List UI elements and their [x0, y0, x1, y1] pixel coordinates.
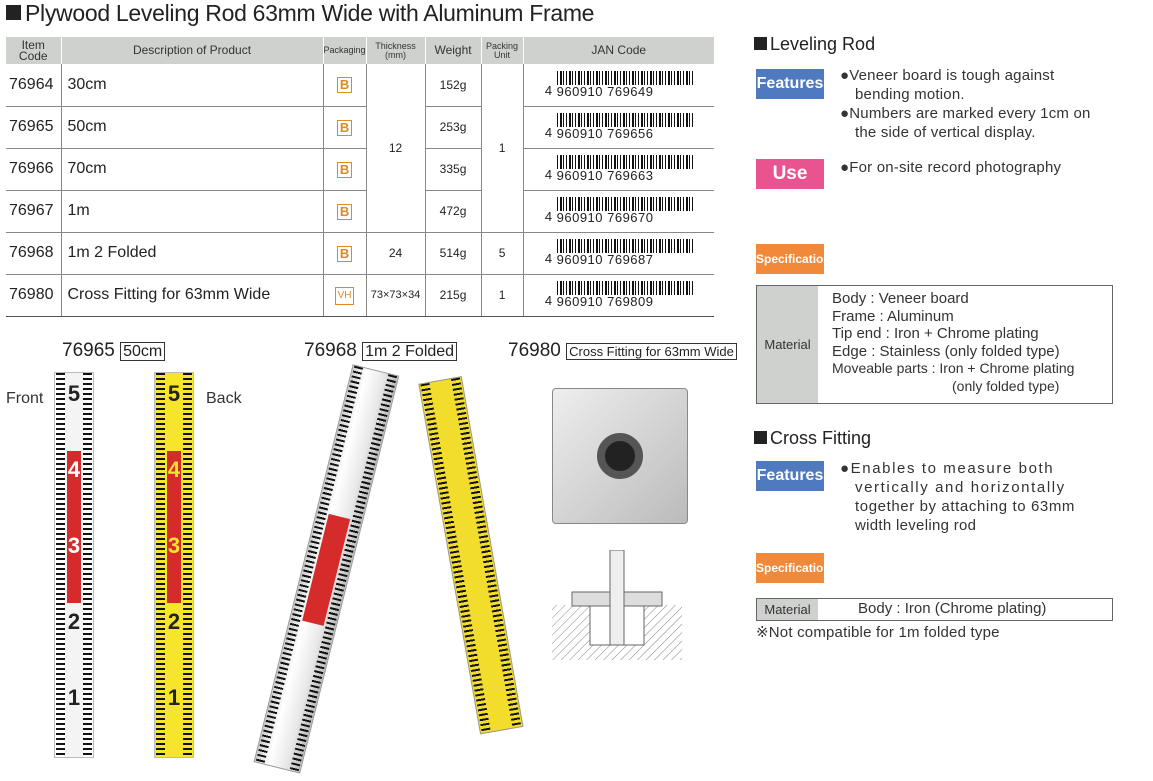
- jan-barcode: 4 960910 769687: [545, 239, 693, 266]
- jan-barcode: 4 960910 769809: [545, 281, 693, 308]
- weight: 215g: [425, 274, 481, 316]
- description: 1m: [61, 190, 323, 232]
- jan-barcode: 4 960910 769649: [545, 71, 693, 98]
- description: 1m 2 Folded: [61, 232, 323, 274]
- table-row: [6, 190, 714, 232]
- use-tag: Use: [756, 159, 824, 189]
- table-header-row: [6, 37, 714, 64]
- package-vh-icon: VH: [335, 287, 355, 305]
- item-code: 76964: [6, 64, 61, 106]
- thickness: 73×73×34: [366, 274, 425, 316]
- barcode-icon: [557, 281, 693, 295]
- leveling-rod-use: ●For on-site record photography: [840, 159, 1062, 176]
- packing-unit: 1: [481, 274, 523, 316]
- item-code: 76967: [6, 190, 61, 232]
- leveling-rod-spec-table: Material Body : Veneer board Frame : Aluminum Tip end : Iron + Chrome plating Edge : Stainless (only folded type) Moveable parts : Iron + Chrome plating (only folded type): [756, 285, 1113, 404]
- square-bullet-icon: [6, 5, 21, 20]
- thickness: 12: [366, 64, 425, 232]
- cross-fitting-diagram: [552, 550, 682, 660]
- weight: 335g: [425, 148, 481, 190]
- item-code: 76965: [6, 106, 61, 148]
- table-row: [6, 274, 714, 316]
- description: Cross Fitting for 63mm Wide: [61, 274, 323, 316]
- rod-back-image: 5 4 3 2 1: [154, 372, 194, 758]
- jan-barcode: 4 960910 769663: [545, 155, 693, 182]
- features-tag: Features: [756, 461, 824, 491]
- barcode-icon: [557, 155, 693, 169]
- barcode-icon: [557, 71, 693, 85]
- leveling-rod-features: ●Veneer board is tough against bending motion. ●Numbers are marked every 1cm on the side of vertical display.: [840, 67, 1091, 141]
- description: 30cm: [61, 64, 323, 106]
- item-code: 76966: [6, 148, 61, 190]
- col-thickness: Thickness (mm): [366, 37, 425, 64]
- cross-caption: 76980 Cross Fitting for 63mm Wide: [508, 340, 737, 362]
- cross-fitting-heading: Cross Fitting: [754, 428, 871, 449]
- back-label: Back: [206, 390, 242, 407]
- col-packaging: Packaging: [323, 37, 366, 64]
- specifications-tag: Specifications: [756, 244, 824, 274]
- item-code: 76968: [6, 232, 61, 274]
- description: 70cm: [61, 148, 323, 190]
- weight: 152g: [425, 64, 481, 106]
- package-b-icon: B: [337, 246, 352, 262]
- col-packing-unit: Packing Unit: [481, 37, 523, 64]
- package-b-icon: B: [337, 162, 352, 178]
- barcode-icon: [557, 239, 693, 253]
- weight: 253g: [425, 106, 481, 148]
- leveling-rod-heading: Leveling Rod: [754, 34, 875, 55]
- folded-caption: 76968 1m 2 Folded: [304, 340, 457, 362]
- packing-unit: 1: [481, 64, 523, 232]
- col-jan: JAN Code: [523, 37, 714, 64]
- weight: 514g: [425, 232, 481, 274]
- product-table: [6, 37, 714, 317]
- barcode-icon: [557, 113, 693, 127]
- square-bullet-icon: [754, 431, 767, 444]
- front-label: Front: [6, 390, 44, 407]
- col-description: Description of Product: [61, 37, 323, 64]
- description: 50cm: [61, 106, 323, 148]
- cross-fitting-image: [552, 388, 688, 524]
- rod-front-image: 5 4 3 2 1: [54, 372, 94, 758]
- cross-fitting-note: ※Not compatible for 1m folded type: [756, 624, 1000, 641]
- package-b-icon: B: [337, 120, 352, 136]
- cross-fitting-spec-table: Material Body : Iron (Chrome plating): [756, 598, 1113, 621]
- package-b-icon: B: [337, 77, 352, 93]
- cross-fitting-features: ●Enables to measure both vertically and horizontally together by attaching to 63mm width leveling rod: [840, 460, 1076, 534]
- table-row: [6, 148, 714, 190]
- page-title: Plywood Leveling Rod 63mm Wide with Aluminum Frame: [6, 0, 594, 27]
- rod50-caption: 76965 50cm: [62, 340, 165, 362]
- barcode-icon: [557, 197, 693, 211]
- col-weight: Weight: [425, 37, 481, 64]
- package-b-icon: B: [337, 204, 352, 220]
- table-row: [6, 64, 714, 106]
- weight: 472g: [425, 190, 481, 232]
- folded-rod-front-image: [254, 364, 400, 773]
- table-row: [6, 232, 714, 274]
- folded-rod-back-image: [418, 376, 523, 734]
- col-item-code: Item Code: [6, 37, 61, 64]
- thickness: 24: [366, 232, 425, 274]
- jan-barcode: 4 960910 769670: [545, 197, 693, 224]
- jan-barcode: 4 960910 769656: [545, 113, 693, 140]
- features-tag: Features: [756, 69, 824, 99]
- square-bullet-icon: [754, 37, 767, 50]
- specifications-tag: Specifications: [756, 553, 824, 583]
- table-row: [6, 106, 714, 148]
- packing-unit: 5: [481, 232, 523, 274]
- item-code: 76980: [6, 274, 61, 316]
